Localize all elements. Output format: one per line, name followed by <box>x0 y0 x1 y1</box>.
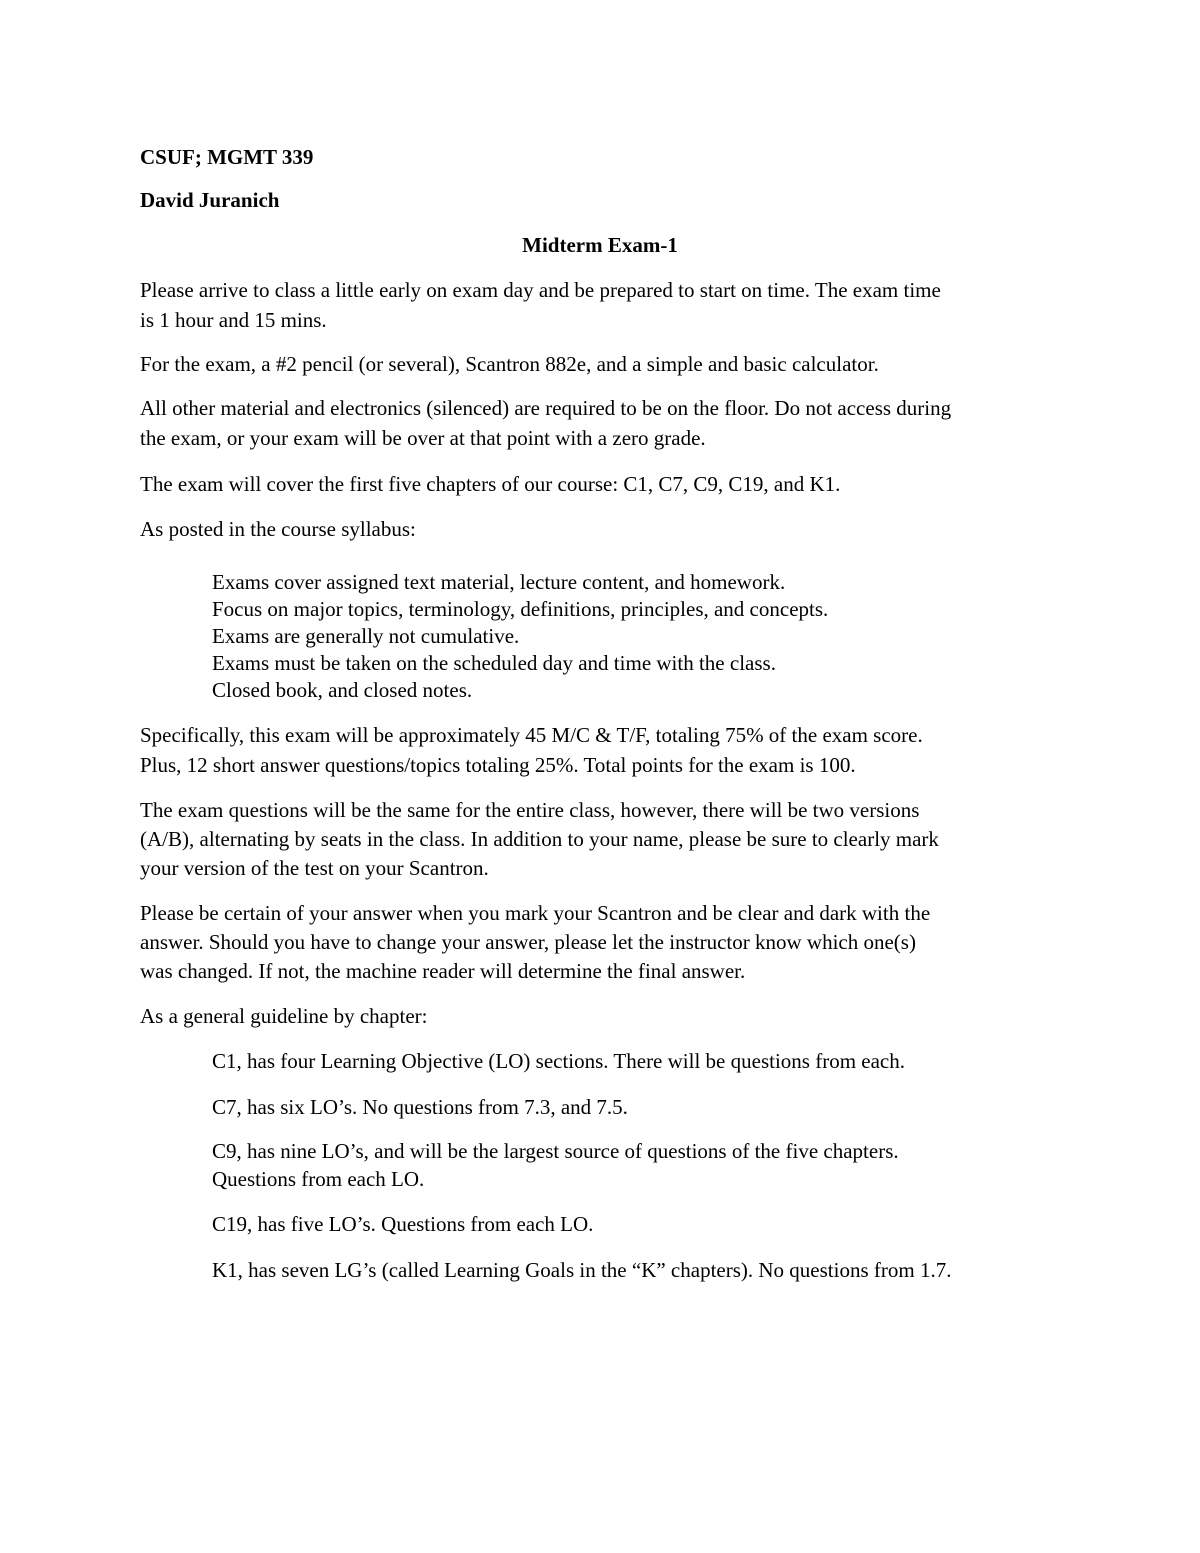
paragraph-electronics-line-2: the exam, or your exam will be over at that point with a zero grade. <box>140 426 706 450</box>
document-page <box>140 0 1080 1553</box>
paragraph-electronics-line-1: All other material and electronics (silenced) are required to be on the floor. Do not access during <box>140 396 952 420</box>
paragraph-specifically-line-1: Specifically, this exam will be approximately 45 M/C & T/F, totaling 75% of the exam score. <box>140 723 923 747</box>
instructor-name: David Juranich <box>140 188 280 212</box>
chapter-guideline-k1: K1, has seven LG’s (called Learning Goals in the “K” chapters). No questions from 1.7. <box>212 1258 952 1282</box>
syllabus-item: Exams are generally not cumulative. <box>212 624 520 648</box>
syllabus-item: Exams cover assigned text material, lecture content, and homework. <box>212 570 786 594</box>
paragraph-versions-line-2: (A/B), alternating by seats in the class. In addition to your name, please be sure to clearly mark <box>140 827 939 851</box>
paragraph-arrive-line-2: is 1 hour and 15 mins. <box>140 308 327 332</box>
paragraph-versions-line-3: your version of the test on your Scantron. <box>140 856 489 880</box>
chapter-guideline-c9-line-1: C9, has nine LO’s, and will be the largest source of questions of the five chapters. <box>212 1139 899 1163</box>
syllabus-item: Focus on major topics, terminology, definitions, principles, and concepts. <box>212 597 829 621</box>
paragraph-guideline-intro: As a general guideline by chapter: <box>140 1004 428 1028</box>
paragraph-scantron-line-3: was changed. If not, the machine reader will determine the final answer. <box>140 959 746 983</box>
paragraph-specifically-line-2: Plus, 12 short answer questions/topics totaling 25%. Total points for the exam is 100. <box>140 753 856 777</box>
paragraph-materials: For the exam, a #2 pencil (or several), Scantron 882e, and a simple and basic calculator. <box>140 352 879 376</box>
syllabus-item: Closed book, and closed notes. <box>212 678 473 702</box>
chapter-guideline-c9-line-2: Questions from each LO. <box>212 1167 425 1191</box>
paragraph-scantron-line-2: answer. Should you have to change your answer, please let the instructor know which one(s) <box>140 930 916 954</box>
course-heading: CSUF; MGMT 339 <box>140 145 314 169</box>
syllabus-item: Exams must be taken on the scheduled day and time with the class. <box>212 651 776 675</box>
page-title: Midterm Exam-1 <box>522 233 678 257</box>
paragraph-syllabus-intro: As posted in the course syllabus: <box>140 517 416 541</box>
paragraph-versions-line-1: The exam questions will be the same for the entire class, however, there will be two versions <box>140 798 920 822</box>
chapter-guideline-c7: C7, has six LO’s. No questions from 7.3, and 7.5. <box>212 1095 628 1119</box>
paragraph-coverage: The exam will cover the first five chapters of our course: C1, C7, C9, C19, and K1. <box>140 472 841 496</box>
paragraph-arrive-line-1: Please arrive to class a little early on exam day and be prepared to start on time. The exam time <box>140 278 941 302</box>
paragraph-scantron-line-1: Please be certain of your answer when you mark your Scantron and be clear and dark with the <box>140 901 931 925</box>
chapter-guideline-c19: C19, has five LO’s. Questions from each LO. <box>212 1212 594 1236</box>
chapter-guideline-c1: C1, has four Learning Objective (LO) sections. There will be questions from each. <box>212 1049 905 1073</box>
